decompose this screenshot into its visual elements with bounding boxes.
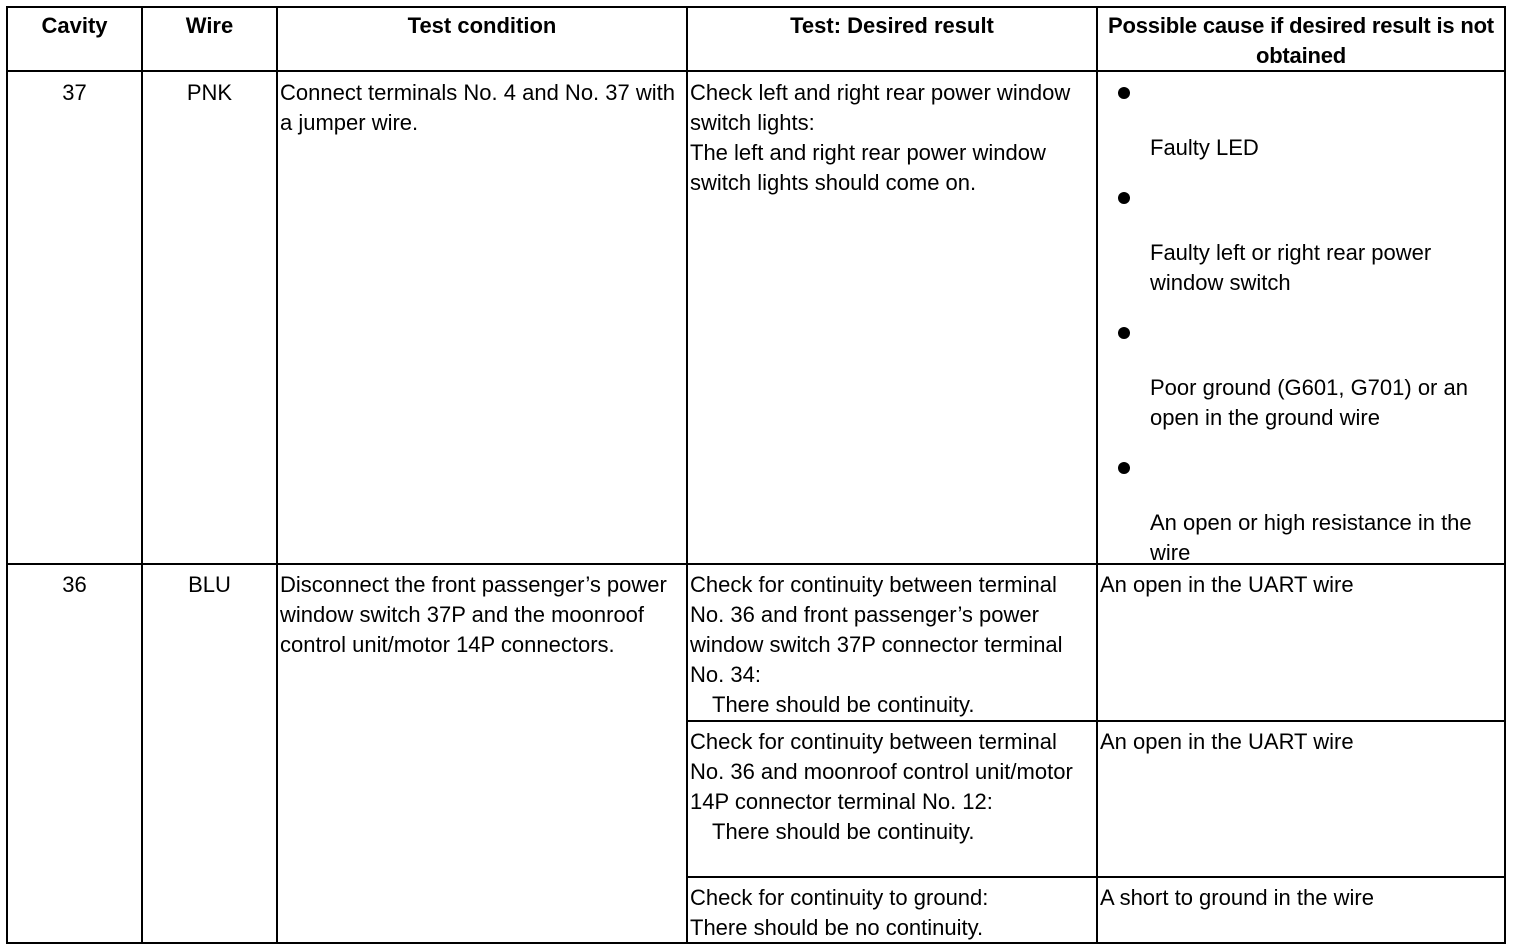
col-rule-2 — [276, 6, 278, 944]
row2-test2-result — [690, 727, 1086, 847]
row1-cause-4: An open or high resistance in the wire — [1150, 510, 1472, 565]
row2-test1-cause: An open in the UART wire — [1100, 572, 1354, 597]
row2-test1-result — [690, 570, 1086, 720]
bullet-dot-3 — [1118, 327, 1130, 339]
col-rule-4 — [1096, 6, 1098, 944]
row1-result-check: Check left and right rear power window switch lights: — [690, 80, 1071, 135]
row1-result-expect: The left and right rear power window switch lights should come on. — [690, 140, 1046, 195]
row1-cause-3: Poor ground (G601, G701) or an open in the ground wire — [1150, 375, 1468, 430]
col-rule-1 — [141, 6, 143, 944]
table-border-top — [6, 6, 1506, 8]
row2-test3-expect: There should be no continuity. — [690, 915, 984, 940]
bullet-dot-4 — [1118, 462, 1130, 474]
row1-wire: PNK — [186, 80, 233, 105]
row2-wire: BLU — [188, 572, 231, 597]
bullet-dot-2 — [1118, 192, 1130, 204]
row2-test1-expect: There should be continuity. — [712, 692, 975, 717]
row1-desired-result — [690, 78, 1086, 198]
row1-test-condition: Connect terminals No. 4 and No. 37 with a jumper wire. — [280, 80, 675, 135]
row1-cavity: 37 — [62, 80, 87, 105]
row2-test3-result — [690, 883, 1086, 943]
table-border-left — [6, 6, 8, 944]
header-cavity: Cavity — [41, 13, 108, 38]
header-possible-cause: Possible cause if desired result is not obtained — [1108, 13, 1494, 68]
col-rule-3 — [686, 6, 688, 944]
header-test-condition: Test condition — [407, 13, 557, 38]
row2-test3-cause: A short to ground in the wire — [1100, 885, 1374, 910]
table-border-right — [1504, 6, 1506, 944]
row2-cavity: 36 — [62, 572, 87, 597]
row2-test2-expect: There should be continuity. — [712, 819, 975, 844]
bullet-dot-1 — [1118, 87, 1130, 99]
row2-test2-check: Check for continuity between terminal No. 36 and moonroof control unit/motor 14P connector terminal No. 12: — [690, 729, 1073, 814]
row1-cause-2: Faulty left or right rear power window switch — [1150, 240, 1432, 295]
row2-test3-check: Check for continuity to ground: — [690, 885, 989, 910]
row1-cause-1: Faulty LED — [1150, 135, 1259, 160]
row2-test1-check: Check for continuity between terminal No. 36 and front passenger’s power window switch 37P connector terminal No. 34: — [690, 572, 1063, 687]
diagnostic-table — [6, 6, 1506, 944]
row2-test2-cause: An open in the UART wire — [1100, 729, 1354, 754]
row2-test-condition: Disconnect the front passenger’s power window switch 37P and the moonroof control unit/motor 14P connectors. — [280, 572, 667, 657]
header-wire: Wire — [185, 13, 234, 38]
header-desired-result: Test: Desired result — [790, 13, 994, 38]
